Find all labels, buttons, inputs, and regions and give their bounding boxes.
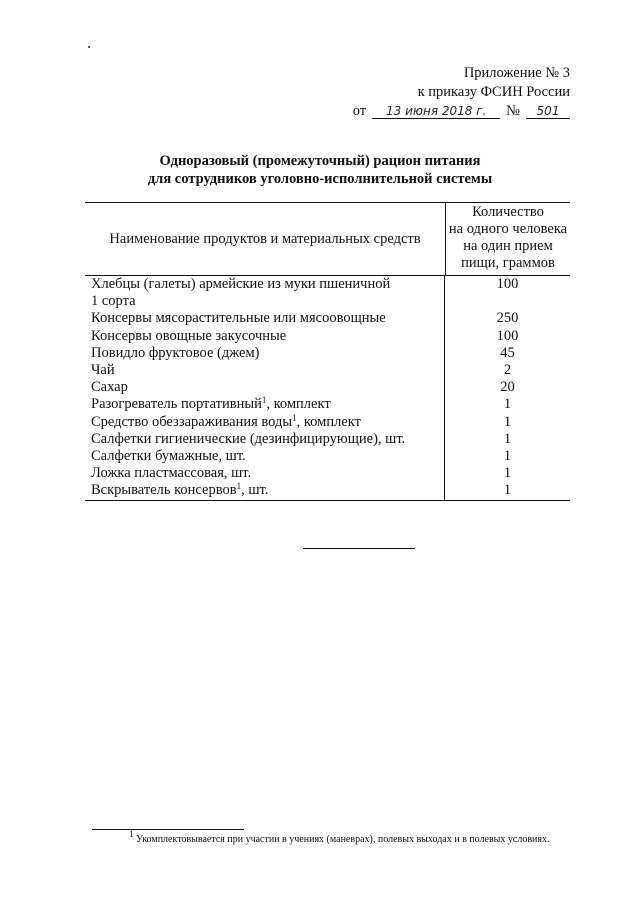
- item-name: Повидло фруктовое (джем): [85, 345, 445, 362]
- item-name: [85, 482, 445, 499]
- footnote-ref: 1: [236, 481, 242, 492]
- header-quantity-line: на одного человека: [448, 221, 568, 237]
- item-name-line: Хлебцы (галеты) армейские из муки пшеничной: [91, 276, 391, 292]
- item-name: [85, 414, 445, 431]
- item-quantity: 1: [503, 430, 512, 447]
- title-line-1: Одноразовый (промежуточный) рацион питания: [159, 153, 481, 169]
- item-quantity: 45: [500, 344, 515, 361]
- handwritten-number: 501: [526, 104, 570, 119]
- item-name: Консервы мясорастительные или мясоовощные: [85, 310, 445, 327]
- item-quantity: 1: [503, 413, 512, 430]
- table-row: [85, 276, 570, 310]
- order-reference: к приказу ФСИН России: [417, 84, 570, 100]
- item-name-text: Вскрыватель консервов: [91, 482, 237, 499]
- ration-table: [85, 202, 570, 501]
- item-quantity: 1: [503, 465, 512, 482]
- item-name: Сахар: [85, 379, 445, 396]
- number-label: №: [506, 103, 520, 119]
- footnote-ref: 1: [292, 412, 297, 423]
- item-quantity: 250: [496, 310, 519, 327]
- scan-speck: [88, 46, 90, 48]
- table-row: [85, 379, 570, 396]
- item-name-line: 1 сорта: [91, 293, 136, 310]
- item-quantity: 20: [500, 379, 515, 396]
- appendix-header: [353, 64, 570, 121]
- footnote-text: Укомплектовывается при участии в учениях (маневрах), полевых выходах и в полевых условиях.: [136, 834, 550, 845]
- header-quantity-line: Количество: [472, 204, 544, 220]
- table-row: [85, 310, 570, 327]
- table-row: [85, 448, 570, 465]
- title-line-2: для сотрудников уголовно-исполнительной системы: [147, 171, 493, 187]
- item-name: [85, 396, 445, 413]
- table-row: [85, 431, 570, 448]
- item-name: Салфетки бумажные, шт.: [85, 448, 445, 465]
- item-quantity: 100: [496, 327, 519, 344]
- item-quantity: 2: [503, 362, 512, 379]
- header-quantity-line: пищи, граммов: [461, 255, 555, 271]
- item-name-unit: , шт.: [241, 482, 269, 499]
- item-name-text: Разогреватель портативный: [91, 396, 262, 413]
- item-quantity: 1: [503, 482, 512, 499]
- from-label: от: [352, 103, 367, 119]
- header-quantity: [446, 203, 570, 275]
- header-quantity-line: на один прием: [463, 238, 553, 254]
- item-name-unit: , комплект: [266, 396, 331, 413]
- header-name: Наименование продуктов и материальных средств: [85, 203, 446, 275]
- appendix-number: Приложение № 3: [463, 65, 570, 81]
- footnote: [129, 829, 550, 846]
- footnote-ref: 1: [261, 395, 267, 406]
- table-header: [85, 202, 570, 276]
- table-row: [85, 465, 570, 482]
- table-row: [85, 345, 570, 362]
- table-body: [85, 276, 570, 501]
- item-name: [85, 276, 445, 310]
- footnote-mark: 1: [129, 829, 134, 839]
- handwritten-date: 13 июня 2018 г.: [372, 104, 500, 119]
- item-name: Консервы овощные закусочные: [85, 328, 445, 345]
- item-quantity: 100: [496, 276, 519, 292]
- item-name: Чай: [85, 362, 445, 379]
- item-name-text: Средство обеззараживания воды: [91, 413, 293, 430]
- table-row: [85, 482, 570, 499]
- item-name: Ложка пластмассовая, шт.: [85, 465, 445, 482]
- document-title: [0, 152, 640, 188]
- item-quantity: 1: [503, 396, 512, 413]
- end-separator: [303, 548, 415, 549]
- item-quantity: 1: [503, 448, 512, 465]
- table-row: [85, 328, 570, 345]
- item-name: Салфетки гигиенические (дезинфицирующие), шт.: [85, 431, 445, 448]
- table-row: [85, 362, 570, 379]
- item-name-unit: , комплект: [296, 413, 361, 430]
- table-row: [85, 396, 570, 413]
- table-row: [85, 414, 570, 431]
- order-date-line: [353, 102, 570, 121]
- footnote-rule: [92, 829, 244, 830]
